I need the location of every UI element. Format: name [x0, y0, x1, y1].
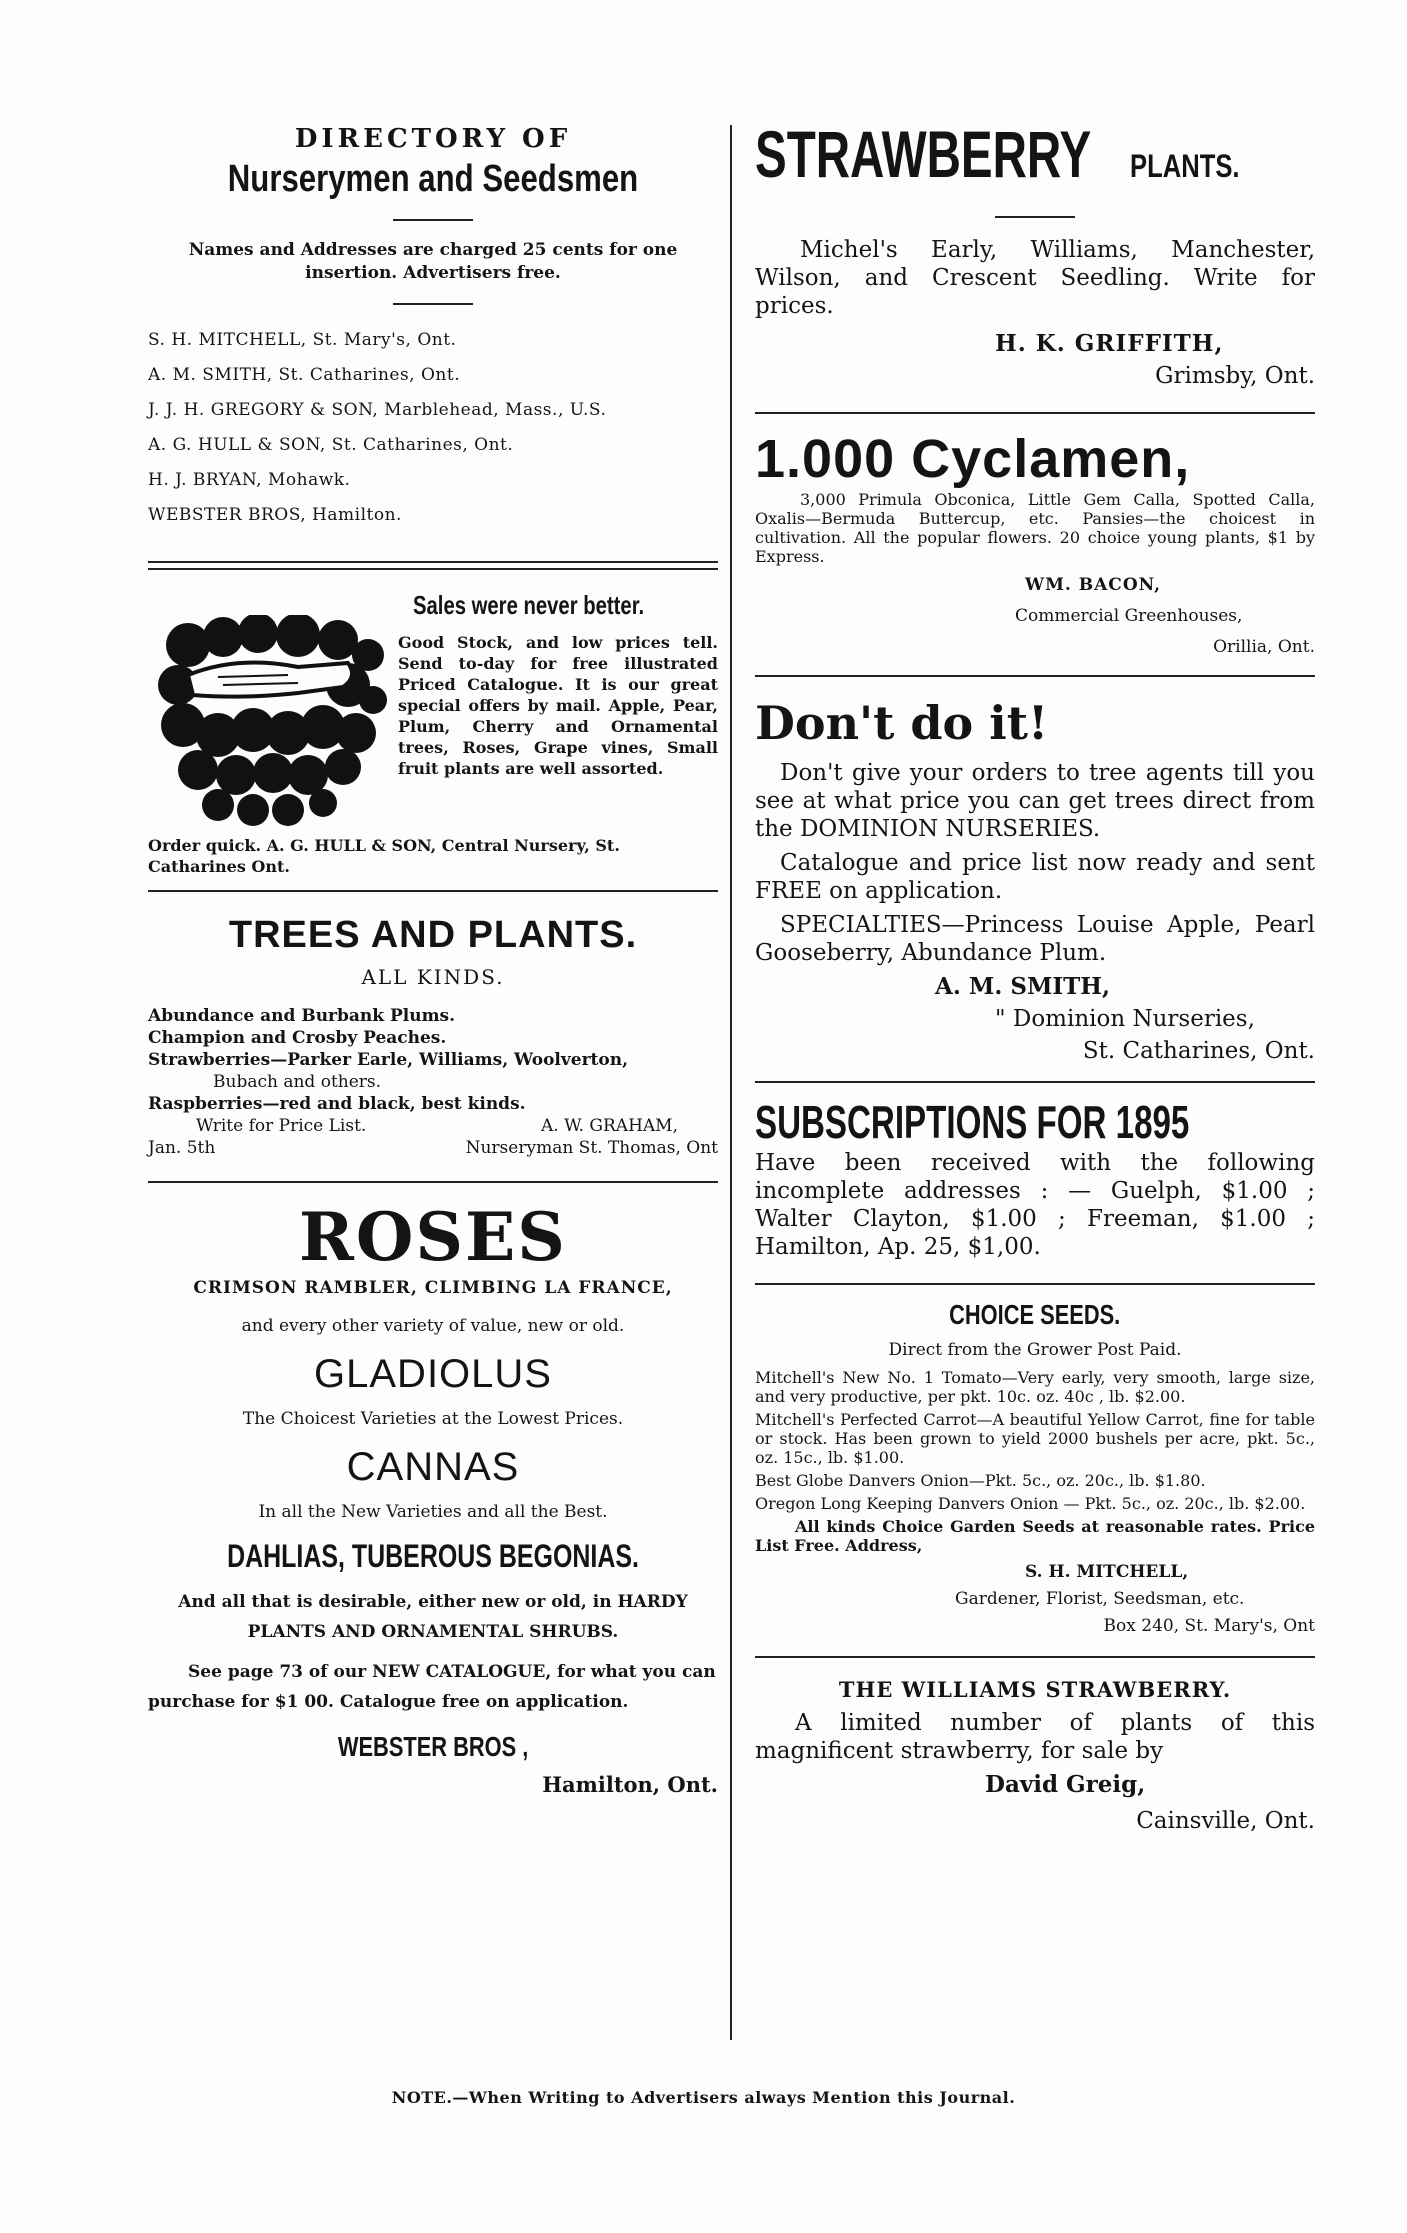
graham-subtitle: ALL KINDS.	[361, 965, 505, 989]
bacon-business: Commercial Greenhouses,	[1015, 606, 1243, 626]
bacon-address: Orillia, Ont.	[1213, 637, 1315, 657]
graham-date: Jan. 5th	[148, 1138, 216, 1158]
dahlias-heading: DAHLIAS, TUBEROUS BEGONIAS.	[227, 1538, 639, 1574]
graham-address-row	[148, 1137, 718, 1159]
graham-advertisement	[148, 892, 718, 1159]
smith-name: A. M. SMITH,	[935, 973, 1111, 1000]
bacon-advertisement	[755, 414, 1315, 659]
mitchell-footer: All kinds Choice Garden Seeds at reasonable rates. Price List Free. Address,	[755, 1517, 1315, 1555]
mitchell-name: S. H. MITCHELL,	[1025, 1562, 1189, 1582]
divider	[393, 303, 473, 305]
directory-section	[148, 124, 718, 533]
subscriptions-notice	[755, 1083, 1315, 1261]
roses-heading: ROSES	[299, 1198, 567, 1276]
graham-name: A. W. GRAHAM,	[541, 1116, 678, 1136]
greig-name: David Greig,	[985, 1771, 1146, 1798]
subscriptions-heading: SUBSCRIPTIONS FOR 1895	[755, 1096, 1190, 1148]
advertiser-note: NOTE.—When Writing to Advertisers always Mention this Journal.	[391, 2088, 1016, 2107]
gladiolus-line: The Choicest Varieties at the Lowest Prices.	[242, 1409, 624, 1429]
dahlias-line: And all that is desirable, either new or old, in HARDY PLANTS AND ORNAMENTAL SHRUBS.	[178, 1592, 688, 1642]
hull-body: Good Stock, and low prices tell. Send to-day for free illustrated Priced Catalogue. It is our great special offers by mail. Apple, Pear, Plum, Cherry and Ornamental trees, Roses, Grape vines, Small fruit plants are well assorted.	[398, 633, 718, 778]
grape-hand-illustration	[148, 615, 388, 830]
cyclamen-heading: 1.000 Cyclamen,	[755, 429, 1191, 489]
webster-name: WEBSTER BROS ,	[337, 1731, 529, 1762]
directory-entry: H. J. BRYAN, Mohawk.	[148, 470, 351, 490]
subscriptions-body: Have been received with the following incomplete addresses : — Guelph, $1.00 ; Walter Clayton, $1.00 ; Freeman, $1.00 ; Hamilton, Ap. 25, $1,00.	[755, 1150, 1315, 1260]
graham-line: Raspberries—red and black, best kinds.	[148, 1094, 526, 1114]
griffith-name: H. K. GRIFFITH,	[995, 330, 1224, 357]
seed-item: Mitchell's New No. 1 Tomato—Very early, very smooth, large size, and very productive, per pkt. 10c. oz. 40c , lb. $2.00.	[755, 1368, 1315, 1406]
graham-title: TREES AND PLANTS.	[228, 914, 638, 956]
left-column	[148, 118, 718, 1798]
directory-subtitle: Nurserymen and Seedsmen	[227, 158, 639, 200]
smith-advertisement	[755, 677, 1315, 1065]
smith-body-1: Don't give your orders to tree agents till you see at what price you can get trees direct from the DOMINION NURSERIES.	[755, 760, 1315, 842]
hull-advertisement	[148, 590, 718, 890]
directory-entry: A. G. HULL & SON, St. Catharines, Ont.	[148, 435, 514, 455]
cannas-heading: CANNAS	[346, 1445, 520, 1489]
seed-item: Oregon Long Keeping Danvers Onion — Pkt. 5c., oz. 20c., lb. $2.00.	[755, 1494, 1306, 1513]
graham-line: Abundance and Burbank Plums.	[148, 1006, 456, 1026]
hull-headline: Sales were never better.	[413, 590, 645, 620]
divider	[995, 216, 1075, 218]
graham-line: Champion and Crosby Peaches.	[148, 1028, 447, 1048]
griffith-address: Grimsby, Ont.	[1155, 363, 1315, 389]
roses-subheading: CRIMSON RAMBLER, CLIMBING LA FRANCE,	[193, 1278, 673, 1298]
webster-advertisement	[148, 1183, 718, 1798]
divider	[393, 219, 473, 221]
cannas-line: In all the New Varieties and all the Best.	[258, 1502, 608, 1522]
section-divider	[148, 561, 718, 570]
directory-title: DIRECTORY OF	[294, 124, 572, 154]
greig-advertisement	[755, 1658, 1315, 1835]
directory-entry: J. J. H. GREGORY & SON, Marblehead, Mass., U.S.	[148, 400, 607, 420]
directory-entry: A. M. SMITH, St. Catharines, Ont.	[148, 365, 461, 385]
graham-line: Strawberries—Parker Earle, Williams, Woolverton,	[148, 1050, 629, 1070]
graham-contact-row	[148, 1115, 718, 1137]
graham-price-list: Write for Price List.	[196, 1116, 367, 1136]
catalogue-line: See page 73 of our NEW CATALOGUE, for what you can purchase for $1 00. Catalogue free on application.	[148, 1662, 716, 1712]
seed-item: Best Globe Danvers Onion—Pkt. 5c., oz. 20c., lb. $1.80.	[755, 1471, 1206, 1490]
greig-address: Cainsville, Ont.	[1136, 1808, 1315, 1834]
greig-body: A limited number of plants of this magnificent strawberry, for sale by	[755, 1710, 1315, 1764]
dont-heading: Don't do it!	[755, 696, 1049, 750]
seed-item: Mitchell's Perfected Carrot—A beautiful Yellow Carrot, fine for table or stock. Has been grown to yield 2000 bushels per acre, pkt. 5c., oz. 15c., lb. $1.00.	[755, 1410, 1315, 1467]
choice-seeds-subtitle: Direct from the Grower Post Paid.	[888, 1340, 1182, 1360]
seed-list	[755, 1368, 1315, 1513]
smith-body-2: Catalogue and price list now ready and sent FREE on application.	[755, 850, 1315, 904]
column-divider	[730, 125, 732, 2040]
right-column	[755, 118, 1315, 1835]
directory-entry: S. H. MITCHELL, St. Mary's, Ont.	[148, 330, 457, 350]
mitchell-address: Box 240, St. Mary's, Ont	[1103, 1616, 1315, 1636]
smith-specialties: SPECIALTIES—Princess Louise Apple, Pearl Gooseberry, Abundance Plum.	[755, 912, 1315, 966]
griffith-advertisement	[755, 118, 1315, 390]
roses-line: and every other variety of value, new or old.	[241, 1316, 625, 1336]
gladiolus-heading: GLADIOLUS	[314, 1352, 552, 1396]
plants-heading: PLANTS.	[1130, 148, 1240, 184]
choice-seeds-heading: CHOICE SEEDS.	[949, 1299, 1121, 1330]
directory-list	[148, 323, 718, 533]
smith-business: " Dominion Nurseries,	[995, 1006, 1255, 1032]
directory-entry: WEBSTER BROS, Hamilton.	[148, 505, 402, 525]
graham-list	[148, 1005, 718, 1115]
griffith-body: Michel's Early, Williams, Manchester, Wilson, and Crescent Seedling. Write for prices.	[755, 237, 1315, 319]
directory-notice: Names and Addresses are charged 25 cents for one insertion. Advertisers free.	[188, 240, 678, 283]
bacon-name: WM. BACON,	[1025, 575, 1162, 595]
mitchell-business: Gardener, Florist, Seedsman, etc.	[955, 1589, 1245, 1609]
mitchell-advertisement	[755, 1285, 1315, 1638]
strawberry-heading: STRAWBERRY	[755, 117, 1092, 191]
smith-address: St. Catharines, Ont.	[1082, 1038, 1315, 1064]
graham-line: Bubach and others.	[213, 1072, 382, 1092]
hull-footer: Order quick. A. G. HULL & SON, Central Nursery, St. Catharines Ont.	[148, 836, 620, 876]
williams-heading: THE WILLIAMS STRAWBERRY.	[838, 1677, 1232, 1702]
bacon-body: 3,000 Primula Obconica, Little Gem Calla, Spotted Calla, Oxalis—Bermuda Buttercup, etc. Pansies—the choicest in cultivation. All the popular flowers. 20 choice young plants, $1 by Express.	[755, 490, 1315, 566]
webster-address: Hamilton, Ont.	[542, 1772, 718, 1797]
graham-address: Nurseryman St. Thomas, Ont	[465, 1138, 718, 1158]
